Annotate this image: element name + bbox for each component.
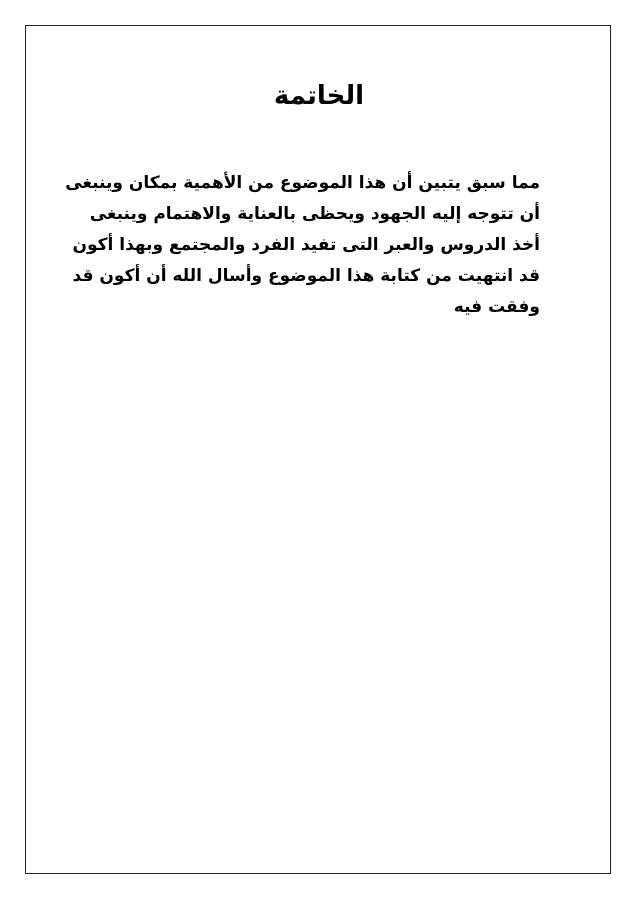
paragraph-line: أخذ الدروس والعبر التى تفيد الفرد والمجتمع وبهذا أكون xyxy=(72,235,540,255)
paragraph-line: أن تتوجه إليه الجهود ويحظى بالعناية والاهتمام وينبغى xyxy=(89,204,540,224)
paragraph-line: مما سبق يتبين أن هذا الموضوع من الأهمية بمكان وينبغى xyxy=(65,173,540,193)
paragraph-line: قد انتهيت من كتابة هذا الموضوع وأسال الله أن أكون قد xyxy=(72,266,540,286)
conclusion-paragraph xyxy=(65,168,540,323)
page-title: الخاتمة xyxy=(273,81,365,111)
paragraph-line: وفقت فيه xyxy=(453,297,540,317)
page-border xyxy=(25,25,611,874)
